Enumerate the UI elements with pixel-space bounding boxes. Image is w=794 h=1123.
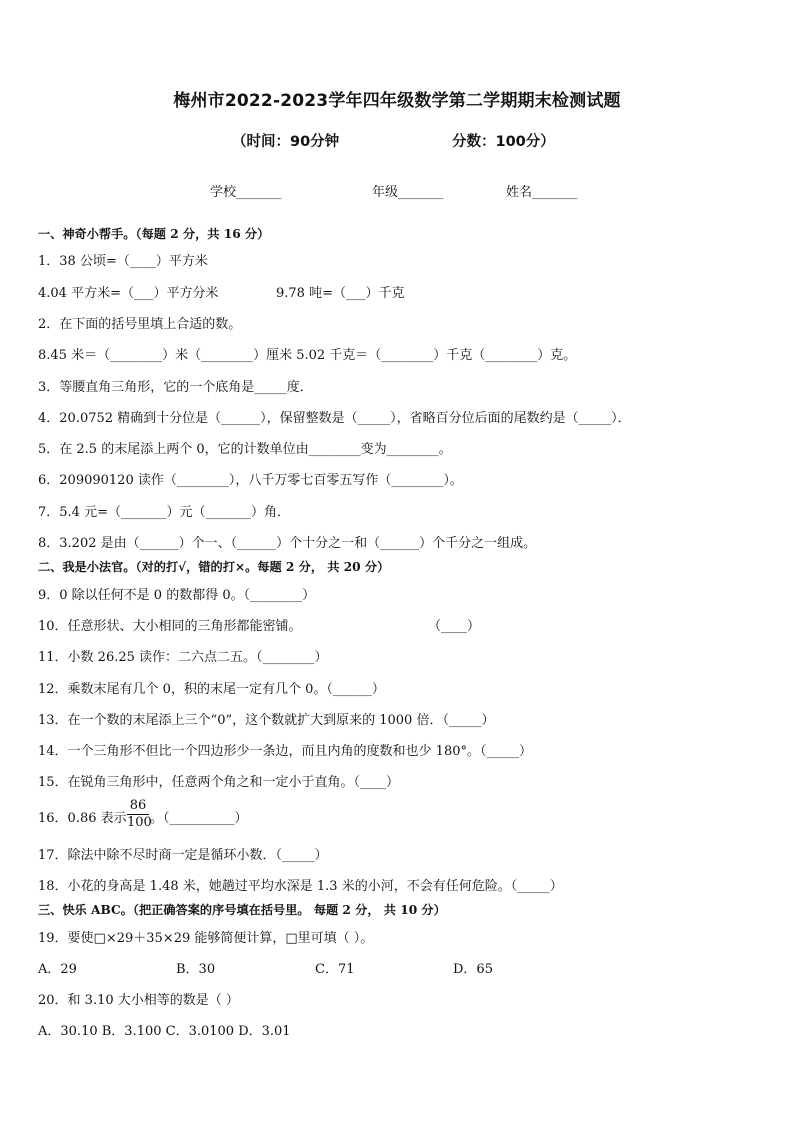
question-1-part-b: 4.04 平方米=（___）平方分米	[38, 286, 219, 301]
question-16-answer-blank: 。（__________）	[150, 811, 248, 826]
section-2-heading: 二、我是小法官。（对的打√，错的打×。每题 2 分， 共 20 分）	[38, 560, 390, 574]
question-14: 14．一个三角形不但比一个四边形少一条边，而且内角的度数和也少 180°。（_____）	[38, 744, 532, 759]
question-20-options: A．30.10 B．3.100 C．3.0100 D．3.01	[38, 1024, 291, 1039]
fraction-numerator: 86	[127, 798, 149, 815]
question-20: 20．和 3.10 大小相等的数是（ ）	[38, 993, 239, 1008]
question-10: 10．任意形状、大小相同的三角形都能密铺。	[38, 619, 302, 634]
question-12: 12．乘数末尾有几个 0，积的末尾一定有几个 0。（______）	[38, 682, 385, 697]
question-9: 9．0 除以任何不是 0 的数都得 0。（________）	[38, 588, 316, 603]
question-19-option-a: A．29	[38, 962, 77, 977]
question-10-answer-blank: （____）	[428, 619, 481, 634]
question-13: 13．在一个数的末尾添上三个“0”，这个数就扩大到原来的 1000 倍．（_____）	[38, 713, 495, 728]
section-3-heading: 三、快乐 ABC。（把正确答案的序号填在括号里。 每题 2 分， 共 10 分）	[38, 903, 446, 917]
question-16: 16．0.86 表示	[38, 811, 127, 826]
exam-time: （时间：90分钟	[232, 134, 340, 150]
question-1: 1．38 公顷=（____）平方米	[38, 254, 208, 269]
name-field: 姓名_______	[506, 185, 578, 200]
exam-score: 分数：100分）	[452, 134, 555, 150]
question-7: 7．5.4 元=（_______）元（_______）角．	[38, 505, 290, 520]
question-2-part-b: 8.45 米＝（________）米（________）厘米 5.02 千克＝（________）千克（________）克。	[38, 348, 577, 363]
question-1-part-c: 9.78 吨=（___）千克	[276, 286, 405, 301]
question-11: 11．小数 26.25 读作：二六点二五。（________）	[38, 650, 328, 665]
question-4: 4．20.0752 精确到十分位是（______），保留整数是（_____），省略百分位后面的尾数约是（_____）．	[38, 411, 631, 426]
question-18: 18．小花的身高是 1.48 米，她趟过平均水深是 1.3 米的小河，不会有任何危险。（_____）	[38, 879, 563, 894]
question-17: 17．除法中除不尽时商一定是循环小数．（_____）	[38, 848, 328, 863]
question-2: 2．在下面的括号里填上合适的数。	[38, 317, 242, 332]
school-field: 学校_______	[210, 185, 282, 200]
fraction-denominator: 100	[127, 815, 152, 830]
section-1-heading: 一、神奇小帮手。（每题 2 分，共 16 分）	[38, 227, 270, 241]
question-6: 6．209090120 读作（________），八千万零七百零五写作（________）。	[38, 473, 463, 488]
fraction-86-over-100	[127, 798, 152, 831]
question-19: 19．要使□×29＋35×29 能够简便计算，□里可填（ ）。	[38, 931, 374, 946]
question-19-option-d: D．65	[453, 962, 493, 977]
question-15: 15．在锐角三角形中，任意两个角之和一定小于直角。（____）	[38, 775, 400, 790]
page-title: 梅州市2022-2023学年四年级数学第二学期期末检测试题	[173, 91, 621, 111]
question-8: 8．3.202 是由（______）个一、（______）个十分之一和（______）个千分之一组成。	[38, 536, 537, 551]
grade-field: 年级_______	[372, 185, 444, 200]
question-5: 5．在 2.5 的末尾添上两个 0，它的计数单位由________变为________。	[38, 442, 452, 457]
question-19-option-c: C．71	[315, 962, 355, 977]
question-19-option-b: B．30	[176, 962, 216, 977]
question-3: 3．等腰直角三角形，它的一个底角是_____度．	[38, 380, 313, 395]
